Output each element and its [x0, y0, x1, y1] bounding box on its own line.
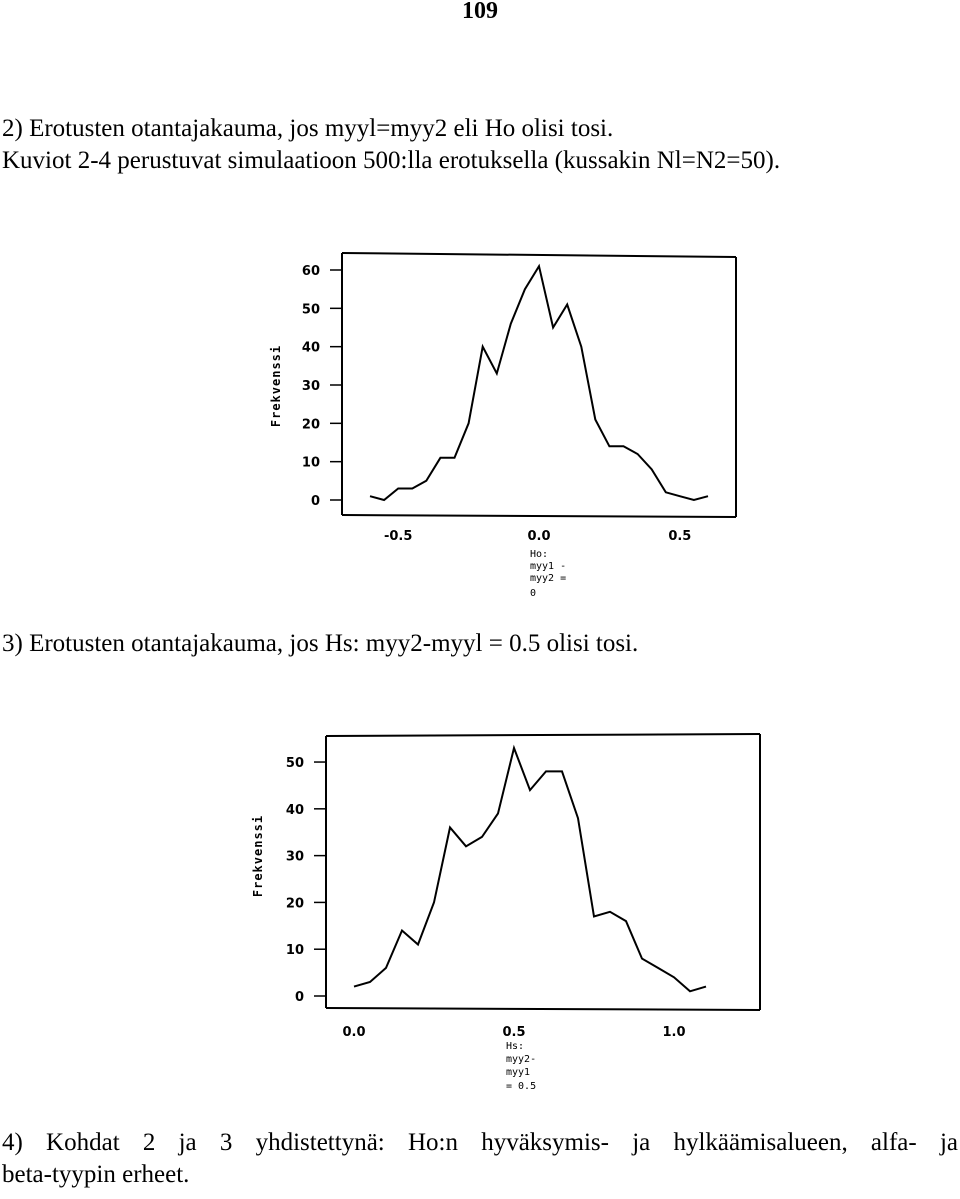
- chart-1-note-line-1: Ho:: [530, 549, 549, 560]
- chart-1-ytick-label: 20: [301, 417, 320, 433]
- chart-1-note-line-3: myy2 =: [530, 573, 567, 584]
- chart-1-ytick-label: 50: [301, 302, 320, 318]
- chart-2-ytick-label: 0: [294, 990, 304, 1005]
- chart-hs-distribution: [240, 728, 770, 1098]
- paragraph-2-line-1: 2) Erotusten otantajakauma, jos myyl=myy2 eli Ho olisi tosi.: [2, 115, 614, 142]
- paragraph-4-line-2: beta-tyypin erheet.: [2, 1161, 190, 1188]
- chart-1-series-line: [370, 266, 708, 500]
- chart-2-ytick-label: 50: [285, 756, 304, 772]
- chart-2-ytick-label: 30: [285, 849, 304, 865]
- chart-2-ytick-label: 20: [285, 896, 304, 912]
- chart-1-ytick-label: 0: [310, 494, 320, 509]
- chart-2-xtick-label: 0.0: [342, 1025, 366, 1040]
- chart-2-ylabel: Frekvenssi: [251, 814, 265, 898]
- chart-2-note-line-4: = 0.5: [506, 1081, 537, 1092]
- paragraph-2-line-2: Kuviot 2-4 perustuvat simulaatioon 500:lla erotuksella (kussakin Nl=N2=50).: [2, 147, 781, 174]
- chart-1-xtick-label: -0.5: [383, 529, 413, 544]
- chart-2-note-line-3: myy1: [506, 1067, 531, 1078]
- paragraph-2: [2, 113, 780, 177]
- page-number: 109: [462, 0, 498, 24]
- chart-1-ylabel: Frekvenssi: [269, 344, 283, 428]
- chart-2-note-line-1: Hs:: [506, 1041, 525, 1052]
- chart-1-xtick-label: 0.5: [668, 529, 692, 544]
- chart-1-ytick-label: 30: [301, 379, 320, 394]
- chart-1-note-line-4: 0: [530, 588, 537, 599]
- chart-1-ytick-label: 10: [301, 455, 320, 471]
- paragraph-3: 3) Erotusten otantajakauma, jos Hs: myy2-myyl = 0.5 olisi tosi.: [2, 630, 639, 657]
- chart-2-ytick-label: 10: [285, 943, 304, 959]
- chart-2-xtick-label: 1.0: [662, 1025, 686, 1040]
- chart-2-ytick-label: 40: [285, 802, 304, 818]
- chart-h0-distribution: [250, 245, 750, 605]
- chart-1-xtick-label: 0.0: [527, 529, 551, 544]
- chart-2-note-line-2: myy2-: [506, 1054, 537, 1065]
- chart-1-ytick-label: 40: [301, 340, 320, 356]
- chart-2-xtick-label: 0.5: [502, 1025, 526, 1040]
- chart-1-ytick-label: 60: [301, 264, 320, 279]
- chart-2-series-line: [354, 748, 706, 991]
- chart-1-note-line-2: myy1 -: [530, 561, 567, 572]
- paragraph-4: [2, 1127, 958, 1191]
- paragraph-4-line-1: 4) Kohdat 2 ja 3 yhdistettynä: Ho:n hyväksymis- ja hylkäämisalueen, alfa- ja: [2, 1129, 958, 1156]
